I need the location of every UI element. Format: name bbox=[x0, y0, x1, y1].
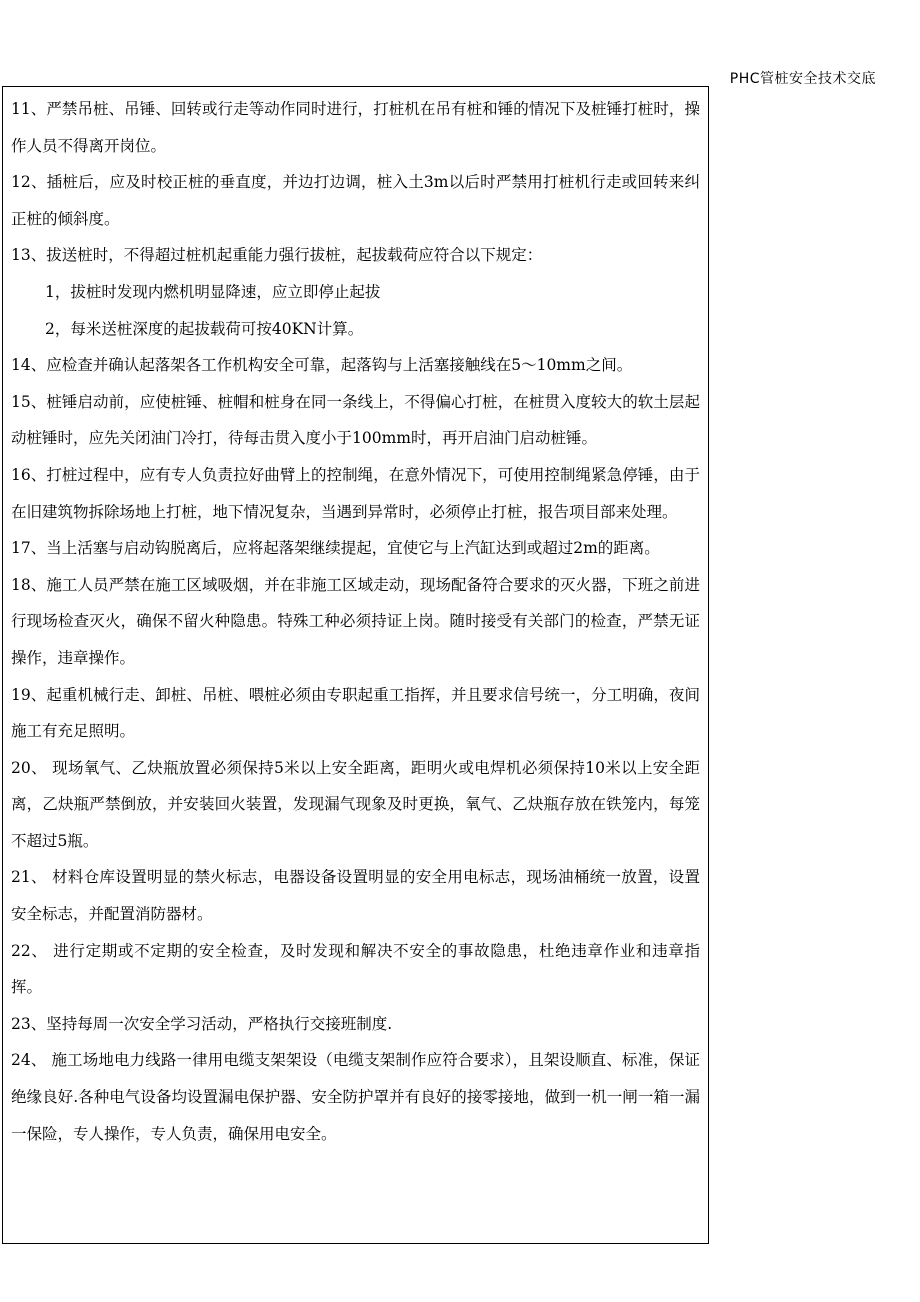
clause-11: 11、严禁吊桩、吊锤、回转或行走等动作同时进行，打桩机在吊有桩和锤的情况下及桩锤打桩时，操作人员不得离开岗位。 bbox=[11, 100, 700, 155]
clause-23: 23、坚持每周一次安全学习活动，严格执行交接班制度. bbox=[11, 1014, 393, 1033]
clause-20: 20、 现场氧气、乙炔瓶放置必须保持5米以上安全距离，距明火或电焊机必须保持10米以上安全距离，乙炔瓶严禁倒放，并安装回火装置，发现漏气现象及时更换，氧气、乙炔瓶存放在铁笼内，每笼不超过5瓶。 bbox=[11, 758, 700, 850]
clause-12: 12、插桩后，应及时校正桩的垂直度，并边打边调，桩入土3m以后时严禁用打桩机行走或回转来纠正桩的倾斜度。 bbox=[11, 173, 700, 228]
clause-24: 24、 施工场地电力线路一律用电缆支架架设（电缆支架制作应符合要求），且架设顺直、标准，保证绝缘良好.各种电气设备均设置漏电保护器、安全防护罩并有良好的接零接地，做到一机一闸一箱一漏一保险，专人操作，专人负责，确保用电安全。 bbox=[11, 1051, 700, 1143]
clause-13-sub-2: 2，每米送桩深度的起拔载荷可按40KN计算。 bbox=[45, 319, 364, 338]
clause-21: 21、 材料仓库设置明显的禁火标志，电器设备设置明显的安全用电标志，现场油桶统一放置，设置安全标志，并配置消防器材。 bbox=[11, 868, 700, 924]
clause-18: 18、施工人员严禁在施工区域吸烟，并在非施工区域走动，现场配备符合要求的灭火器，下班之前进行现场检查灭火，确保不留火种隐患。特殊工种必须持证上岗。随时接受有关部门的检查，严禁无证操作，违章操作。 bbox=[11, 575, 700, 667]
document-header-title: PHC管桩安全技术交底 bbox=[729, 71, 876, 87]
clause-22: 22、 进行定期或不定期的安全检查，及时发现和解决不安全的事故隐患，杜绝违章作业和违章指挥。 bbox=[11, 941, 700, 997]
clause-13-sub-1: 1，拔桩时发现内燃机明显降速，应立即停止起拔 bbox=[45, 282, 381, 301]
clause-19: 19、起重机械行走、卸桩、吊桩、喂桩必须由专职起重工指挥，并且要求信号统一，分工明确，夜间施工有充足照明。 bbox=[11, 685, 700, 741]
clause-14: 14、应检查并确认起落架各工作机构安全可靠，起落钩与上活塞接触线在5～10mm之间。 bbox=[11, 356, 633, 375]
clause-15: 15、桩锤启动前，应使桩锤、桩帽和桩身在同一条线上，不得偏心打桩，在桩贯入度较大的软土层起动桩锤时，应先关闭油门冷打，待每击贯入度小于100mm时，再开启油门启动桩锤。 bbox=[11, 392, 700, 448]
clause-13: 13、拔送桩时，不得超过桩机起重能力强行拔桩，起拔载荷应符合以下规定： bbox=[11, 246, 543, 265]
clause-16: 16、打桩过程中，应有专人负责拉好曲臂上的控制绳，在意外情况下，可使用控制绳紧急停锤，由于在旧建筑物拆除场地上打桩，地下情况复杂，当遇到异常时，必须停止打桩，报告项目部来处理。 bbox=[11, 465, 700, 521]
content-box bbox=[2, 86, 709, 1244]
clause-17: 17、当上活塞与启动钩脱离后，应将起落架继续提起，宜使它与上汽缸达到或超过2m的距离。 bbox=[11, 539, 660, 558]
